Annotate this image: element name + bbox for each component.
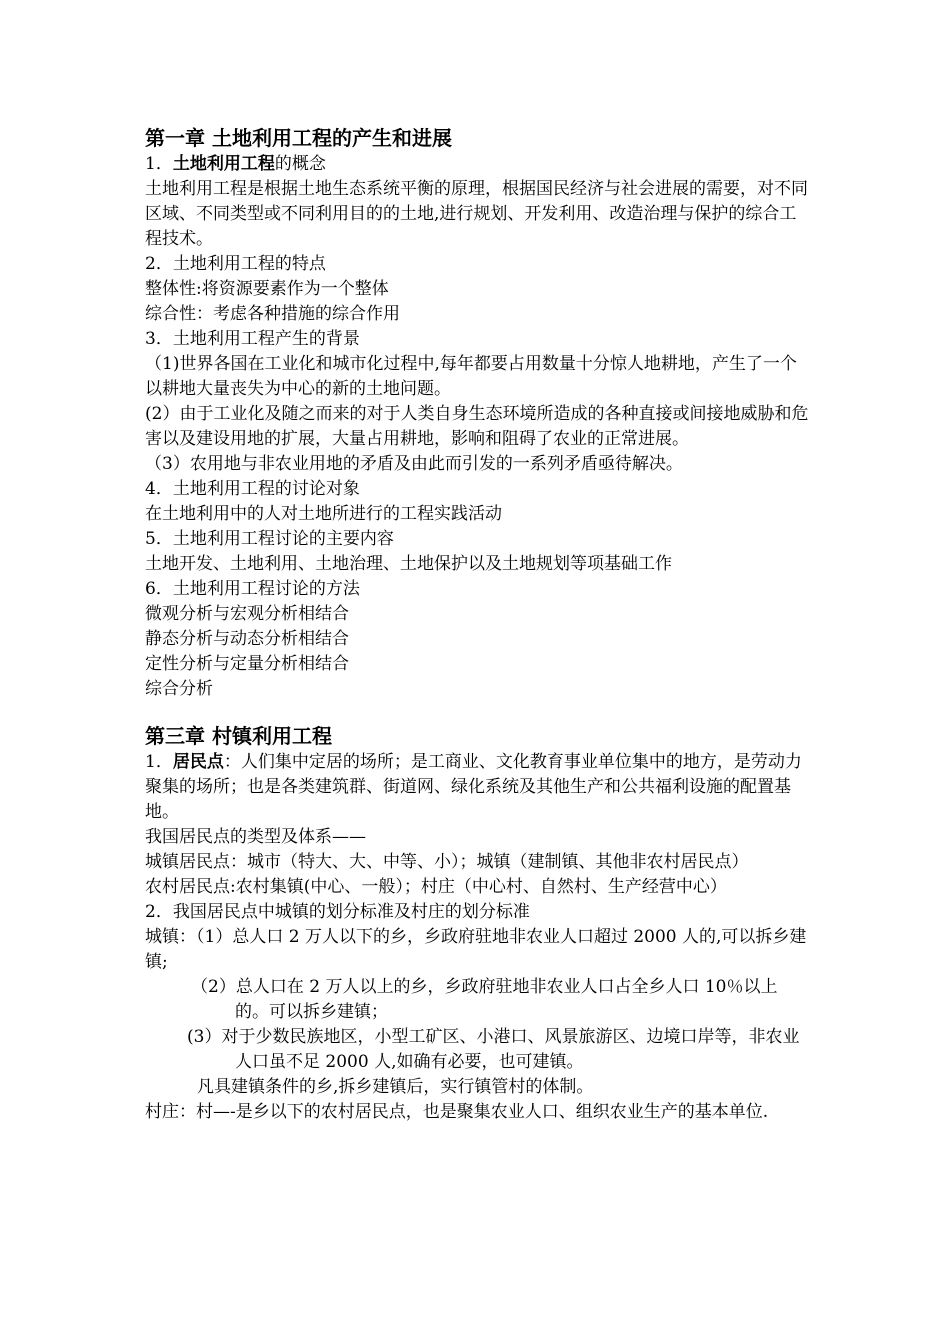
ch1-feature-comprehensive: 综合性：考虑各种措施的综合作用 <box>145 304 400 324</box>
ch1-method-1: 微观分析与宏观分析相结合 <box>145 604 349 624</box>
ch1-rest: 的概念 <box>274 154 326 174</box>
ch1-feature-integrity: 整体性:将资源要素作为一个整体 <box>145 279 389 299</box>
ch3-rural-settlement: 农村居民点:农村集镇(中心、一般）；村庄（中心村、自然村、生产经营中心） <box>145 877 727 897</box>
ch1-method-4: 综合分析 <box>145 679 213 699</box>
section-spacer <box>145 702 810 722</box>
ch1-object-text: 在土地利用中的人对土地所进行的工程实践活动 <box>145 504 502 524</box>
ch1-concept-heading <box>145 152 810 177</box>
ch1-object-heading: 4．土地利用工程的讨论对象 <box>145 479 360 499</box>
ch1-features-heading: 2．土地利用工程的特点 <box>145 254 326 274</box>
ch1-background-1: （1)世界各国在工业化和城市化过程中,每年都要占用数量十分惊人地耕地，产生了一个以耕地大量丧失为中心的新的土地问题。 <box>145 354 797 399</box>
ch3-num: 1． <box>145 752 173 772</box>
ch3-standard-heading: 2．我国居民点中城镇的划分标准及村庄的划分标准 <box>145 902 530 922</box>
ch3-urban-settlement: 城镇居民点：城市（特大、大、中等、小）；城镇（建制镇、其他非农村居民点） <box>145 852 749 872</box>
ch1-background-3: （3）农用地与非农业用地的矛盾及由此而引发的一系列矛盾亟待解决。 <box>145 454 683 474</box>
ch3-town-criterion-1: 城镇：（1）总人口 2 万人以下的乡，乡政府驻地非农业人口超过 2000 人的,可以拆乡建镇; <box>145 927 807 972</box>
ch1-content-heading: 5．土地利用工程讨论的主要内容 <box>145 529 394 549</box>
ch1-method-3: 定性分析与定量分析相结合 <box>145 654 349 674</box>
ch3-town-system: 凡具建镇条件的乡,拆乡建镇后，实行镇管村的体制。 <box>197 1077 594 1097</box>
ch1-definition: 土地利用工程是根据土地生态系统平衡的原理，根据国民经济与社会进展的需要，对不同区域、不同类型或不同利用目的的土地,进行规划、开发利用、改造治理与保护的综合工程技术。 <box>145 179 808 249</box>
ch3-town-criterion-2: （2）总人口在 2 万人以上的乡，乡政府驻地非农业人口占全乡人口 10％以上的。可以拆乡建镇； <box>191 977 778 1022</box>
ch1-term: 土地利用工程 <box>172 154 275 174</box>
ch1-background-2: (2）由于工业化及随之而来的对于人类自身生态环境所造成的各种直接或间接地威胁和危害以及建设用地的扩展，大量占用耕地，影响和阻碍了农业的正常进展。 <box>145 404 809 449</box>
chapter-1-title: 第一章 土地利用工程的产生和进展 <box>145 126 452 150</box>
ch3-term: 居民点 <box>172 752 224 772</box>
ch1-background-heading: 3．土地利用工程产生的背景 <box>145 329 360 349</box>
ch3-rest: ：人们集中定居的场所；是工商业、文化教育事业单位集中的地方，是劳动力聚集的场所；也是各类建筑群、街道网、绿化系统及其他生产和公共福利设施的配置基地。 <box>145 752 802 822</box>
ch1-method-2: 静态分析与动态分析相结合 <box>145 629 349 649</box>
document-body <box>145 124 810 1125</box>
ch1-content-text: 土地开发、土地利用、土地治理、土地保护以及土地规划等项基础工作 <box>145 554 672 574</box>
ch1-num: 1． <box>145 154 173 174</box>
ch3-settlement-definition <box>145 750 810 825</box>
ch3-types-heading: 我国居民点的类型及体系—— <box>145 827 366 847</box>
chapter-3-title: 第三章 村镇利用工程 <box>145 724 332 748</box>
ch3-village-definition: 村庄：村—-是乡以下的农村居民点，也是聚集农业人口、组织农业生产的基本单位. <box>145 1102 769 1122</box>
ch1-method-heading: 6．土地利用工程讨论的方法 <box>145 579 360 599</box>
ch3-town-criterion-3: (3）对于少数民族地区，小型工矿区、小港口、风景旅游区、边境口岸等，非农业人口虽不足 2000 人,如确有必要，也可建镇。 <box>187 1027 800 1072</box>
